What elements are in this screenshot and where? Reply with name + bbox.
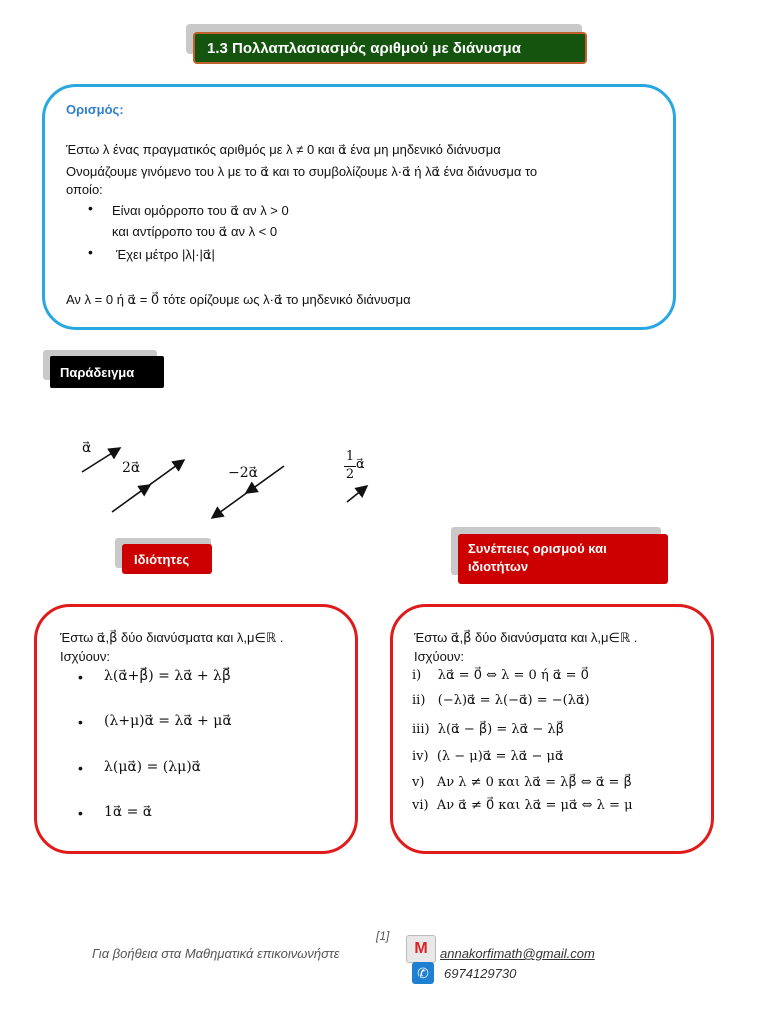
bullet-dot: • <box>88 200 93 216</box>
consequences-hold: Ισχύουν: <box>414 649 465 664</box>
consequences-intro: Έστω α⃗,β⃗ δύο διανύσματα και λ,μ∈ℝ . <box>414 630 638 645</box>
definition-bullet-2: Έχει μέτρο |λ|·|α⃗| <box>116 247 215 262</box>
label-neg2a: −2α⃗ <box>228 465 258 481</box>
properties-hold: Ισχύουν: <box>60 649 111 664</box>
definition-zero-line: Αν λ = 0 ή α⃗ = 0⃗ τότε ορίζουμε ως λ·α⃗ το μηδενικό διάνυσμα <box>66 292 411 307</box>
consequence-item: i) λα⃗ = 0⃗ ⇔ λ = 0 ή α⃗ = 0⃗ <box>412 668 589 683</box>
vector-half-a <box>347 486 367 502</box>
bullet-dot: • <box>78 669 83 685</box>
consequence-item: ii) (−λ)α⃗ = λ(−α⃗) = −(λα⃗) <box>412 693 590 708</box>
properties-intro: Έστω α⃗,β⃗ δύο διανύσματα και λ,μ∈ℝ . <box>60 630 284 645</box>
label-a: α⃗ <box>82 440 92 456</box>
bullet-dot: • <box>78 714 83 730</box>
properties-label: Ιδιότητες <box>122 544 212 574</box>
label-half-a: α⃗ <box>356 457 365 472</box>
bullet-dot: • <box>78 760 83 776</box>
page-number: [1] <box>376 929 390 943</box>
phone-number: 6974129730 <box>444 966 517 981</box>
bullet-dot: • <box>88 244 93 260</box>
property-item: λ(α⃗+β⃗) = λα⃗ + λβ⃗ <box>104 668 231 684</box>
definition-bullet-1b: και αντίρροπο του α⃗ αν λ < 0 <box>112 224 278 239</box>
gmail-icon: M <box>406 935 436 963</box>
consequence-item: iii) λ(α⃗ − β⃗) = λα⃗ − λβ⃗ <box>412 722 564 737</box>
consequence-item: iv) (λ − μ)α⃗ = λα⃗ − μα⃗ <box>412 749 564 764</box>
vector-2a-mid-arrow <box>144 485 150 489</box>
consequence-item: v) Αν λ ≠ 0 και λα⃗ = λβ⃗ ⇔ α⃗ = β⃗ <box>412 775 632 790</box>
property-item: λ(μα⃗) = (λμ)α⃗ <box>104 759 201 775</box>
definition-line-3: οποίο: <box>66 182 103 197</box>
definition-line-1: Έστω λ ένας πραγματικός αριθμός με λ ≠ 0 και α⃗ ένα μη μηδενικό διάνυσμα <box>66 142 501 157</box>
phone-icon: ✆ <box>412 962 434 984</box>
consequences-label-line-2: ιδιοτήτων <box>468 559 529 574</box>
property-item: 1α⃗ = α⃗ <box>104 804 152 820</box>
consequences-label-line-1: Συνέπειες ορισμού και <box>468 541 607 556</box>
vector-neg2a-mid-arrow <box>246 489 252 493</box>
bullet-dot: • <box>78 805 83 821</box>
definition-heading: Ορισμός: <box>66 102 124 117</box>
label-2a: 2α⃗ <box>122 460 141 476</box>
consequence-item: vi) Αν α⃗ ≠ 0⃗ και λα⃗ = μα⃗ ⇔ λ = μ <box>412 798 633 813</box>
label-half-numerator: 1 <box>345 449 355 464</box>
definition-bullet-1a: Είναι ομόρροπο του α⃗ αν λ > 0 <box>112 203 289 218</box>
property-item: (λ+μ)α⃗ = λα⃗ + μα⃗ <box>104 713 232 729</box>
definition-line-2: Ονομάζουμε γινόμενο του λ με το α⃗ και το συμβολίζουμε λ·α⃗ ή λα⃗ ένα διάνυσμα το <box>66 164 538 179</box>
label-half-denominator: 2 <box>345 467 355 482</box>
consequences-label <box>458 534 668 584</box>
example-label: Παράδειγμα <box>50 356 164 388</box>
footer-help-text: Για βοήθεια στα Μαθηματικά επικοινωνήστε <box>92 946 340 961</box>
page-title: 1.3 Πολλαπλασιασμός αριθμού με διάνυσμα <box>193 32 587 64</box>
email-link[interactable]: annakorfimath@gmail.com <box>440 946 595 961</box>
